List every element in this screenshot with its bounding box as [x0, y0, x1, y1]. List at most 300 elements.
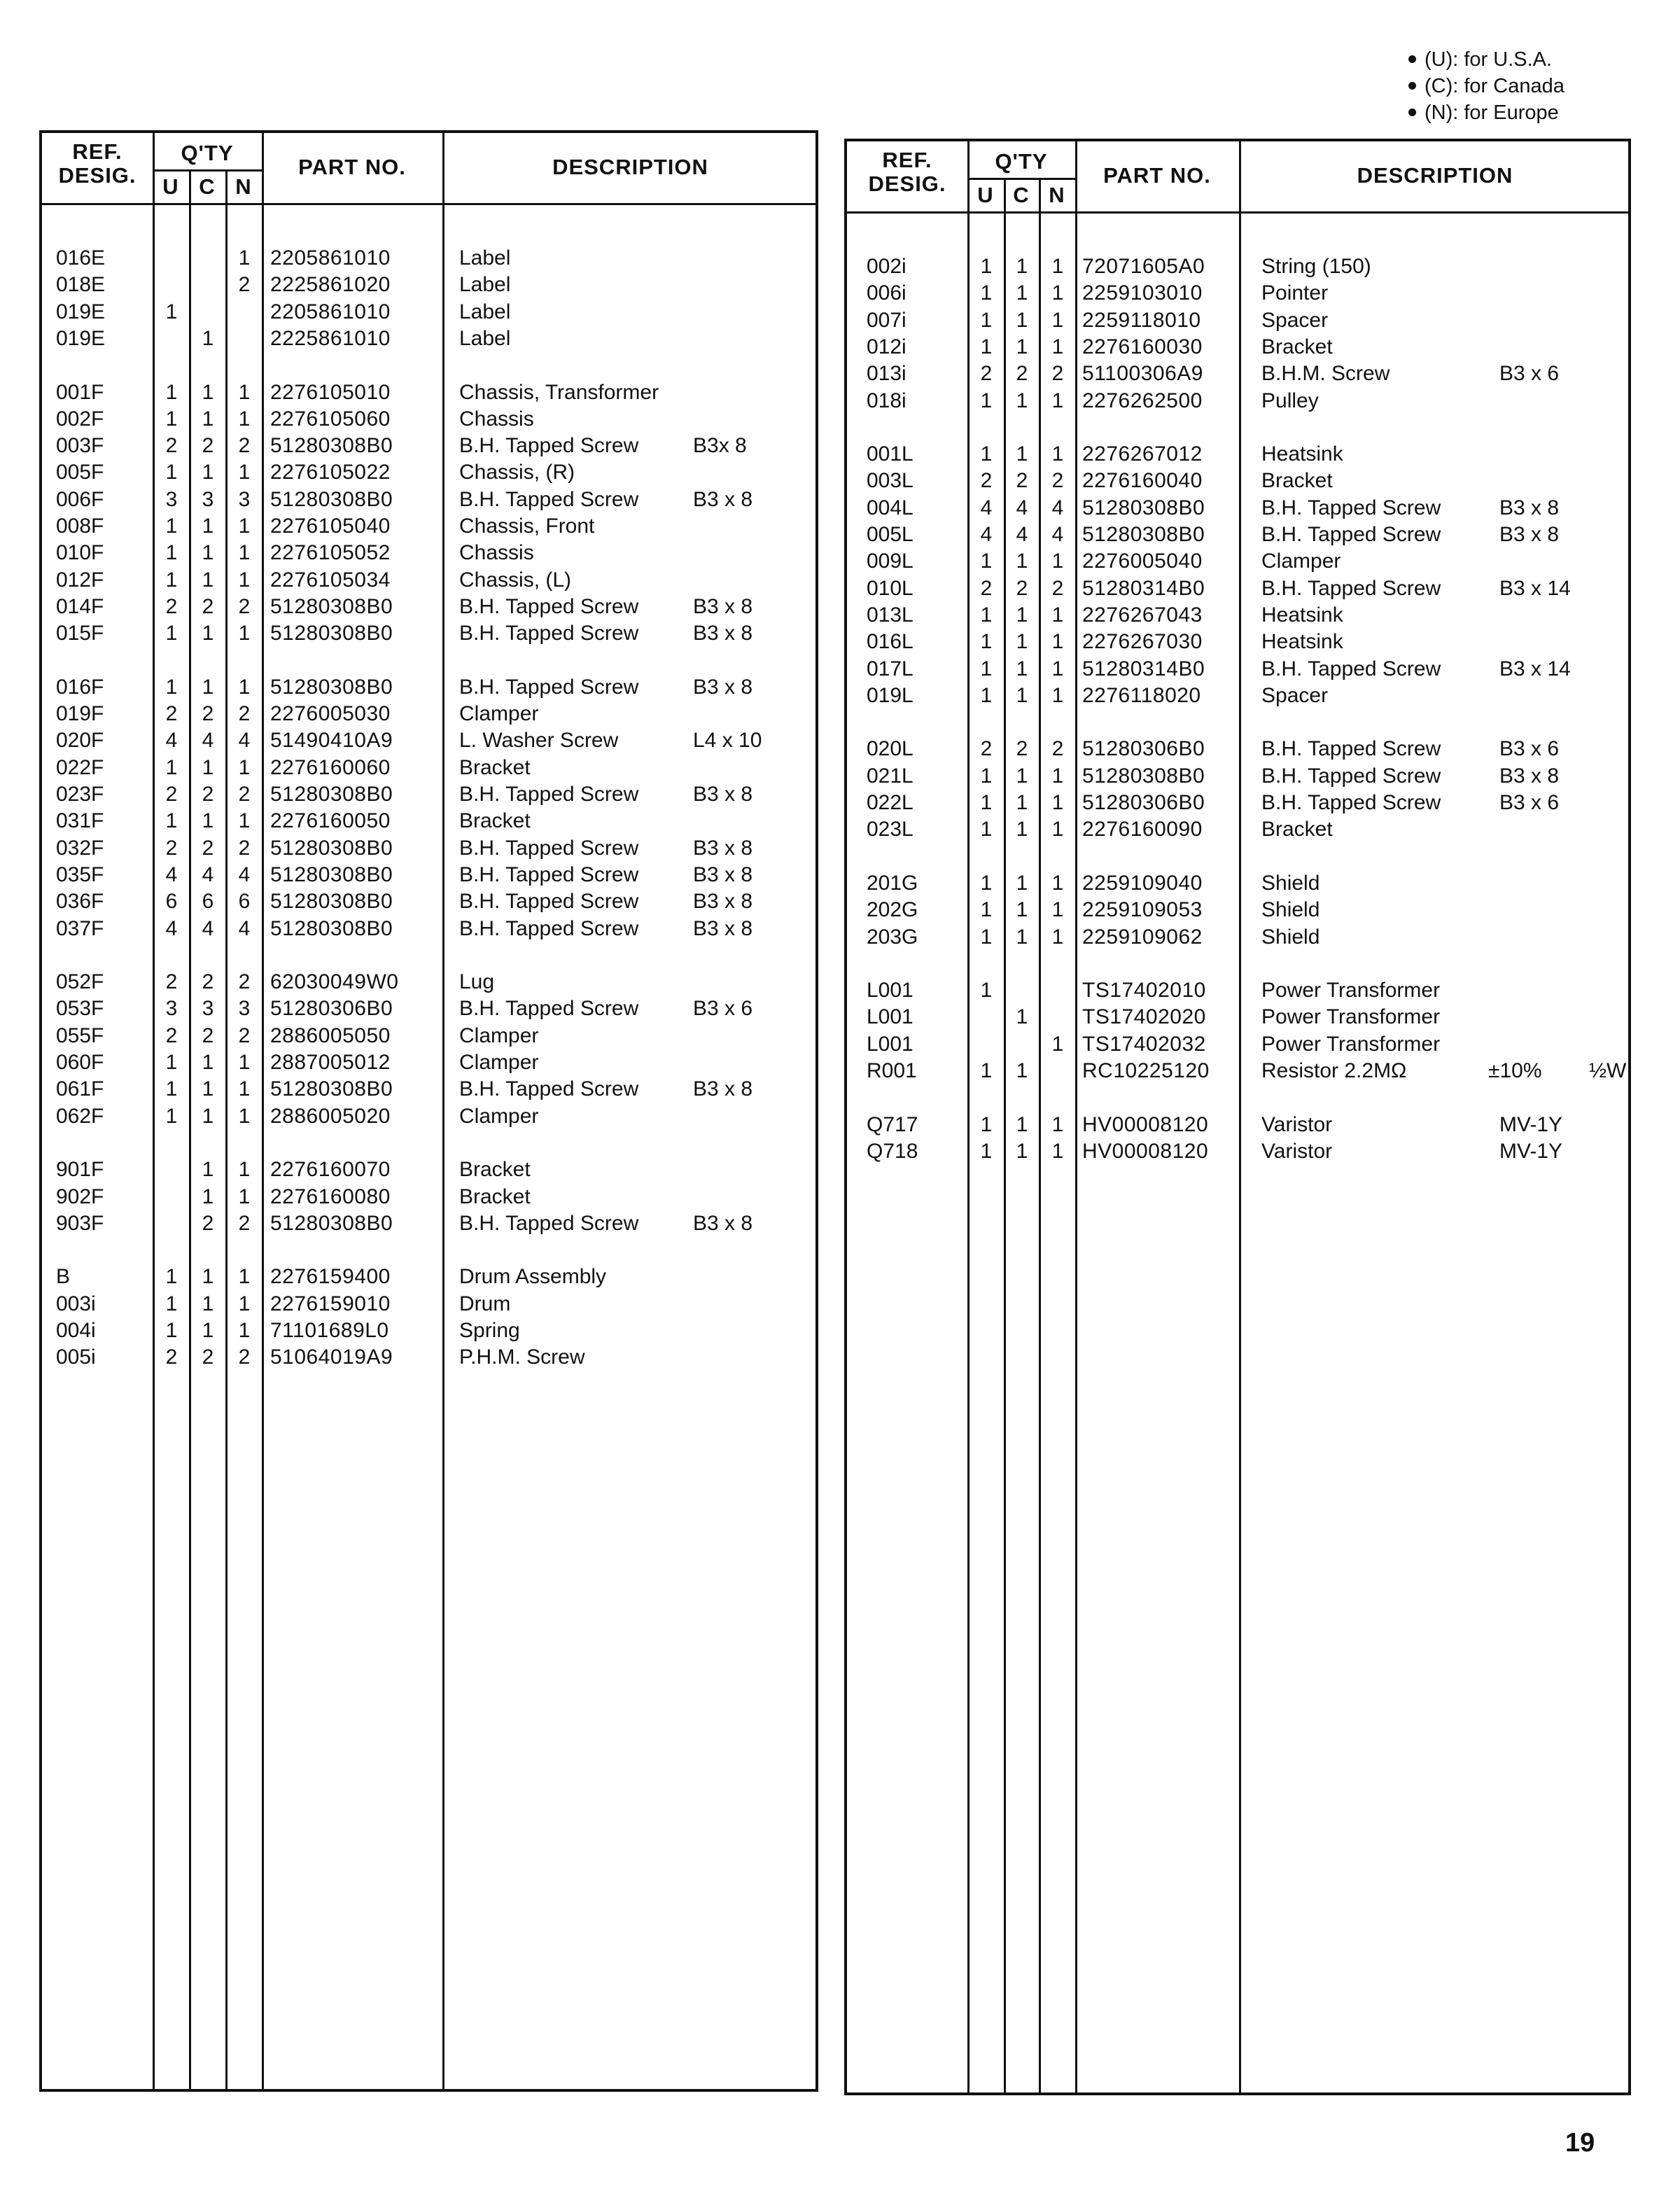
- header-description: DESCRIPTION: [552, 155, 708, 179]
- part-no: 51280308B0: [270, 622, 393, 645]
- qty-c: 1: [202, 675, 214, 699]
- table-row: [42, 727, 816, 754]
- qty-c: 2: [202, 1023, 214, 1047]
- table-row: [42, 995, 816, 1022]
- qty-c: 1: [202, 809, 214, 833]
- qty-c: 4: [202, 916, 214, 940]
- qty-n: 1: [238, 407, 251, 431]
- part-no: 51280314B0: [1082, 576, 1205, 600]
- description: Spring: [459, 1319, 520, 1342]
- qty-u: 1: [980, 1059, 993, 1082]
- description: B.H. Tapped Screw: [459, 594, 639, 618]
- description: Bracket: [459, 1185, 531, 1208]
- table-row: [847, 656, 1628, 683]
- part-no: 2276105034: [270, 568, 391, 592]
- description: Clamper: [459, 1051, 539, 1074]
- description: Clamper: [459, 1104, 539, 1128]
- tolerance: ±10%: [1488, 1059, 1542, 1082]
- ref-desig: 032F: [56, 836, 104, 860]
- qty-c: 1: [1016, 1139, 1028, 1163]
- description: Varistor: [1261, 1112, 1333, 1136]
- qty-n: 1: [238, 541, 251, 565]
- qty-u: 1: [165, 1292, 178, 1315]
- part-no: 2887005012: [270, 1051, 391, 1074]
- qty-n: 4: [1051, 523, 1064, 546]
- ref-desig: 903F: [56, 1211, 104, 1235]
- table-row: [42, 594, 816, 620]
- ref-desig: 004i: [56, 1319, 96, 1342]
- qty-n: 3: [238, 487, 251, 511]
- qty-n: 1: [1051, 550, 1064, 573]
- spec: B3 x 8: [1499, 764, 1560, 788]
- qty-u: 1: [980, 683, 993, 707]
- qty-c: 1: [1016, 442, 1028, 466]
- table-row: [847, 307, 1628, 334]
- description: Clamper: [459, 702, 539, 726]
- ref-desig: 007i: [867, 308, 906, 332]
- part-no: 2225861020: [270, 273, 391, 297]
- table-row: [42, 379, 816, 406]
- qty-u: 4: [165, 916, 178, 940]
- table-row: [847, 816, 1628, 843]
- description: Clamper: [459, 1023, 539, 1047]
- spec: B3 x 8: [693, 594, 753, 618]
- qty-c: 1: [202, 755, 214, 779]
- part-no: 2259109053: [1082, 898, 1203, 922]
- qty-n: 1: [238, 1104, 251, 1128]
- qty-u: 1: [980, 389, 993, 412]
- qty-n: 1: [1051, 764, 1064, 788]
- qty-c: 1: [202, 326, 214, 350]
- part-no: 2886005020: [270, 1104, 391, 1128]
- table-row: [42, 701, 816, 727]
- description: Chassis, (R): [459, 461, 575, 484]
- parts-table-left: [39, 130, 818, 2092]
- qty-c: 1: [1016, 335, 1028, 358]
- ref-desig: L001: [867, 979, 913, 1002]
- qty-n: 1: [1051, 1112, 1064, 1136]
- header-ref-line2: DESIG.: [58, 163, 136, 188]
- qty-u: 1: [980, 925, 993, 949]
- spec: B3 x 8: [693, 783, 753, 806]
- table-row: [847, 361, 1628, 387]
- qty-u: 4: [980, 523, 993, 546]
- description: Bracket: [459, 1158, 531, 1182]
- qty-u: 2: [980, 737, 993, 761]
- qty-c: 1: [202, 515, 214, 538]
- qty-u: 1: [165, 515, 178, 538]
- qty-n: 1: [238, 380, 251, 404]
- table-row: [847, 602, 1628, 629]
- table-row: [42, 245, 816, 272]
- qty-n: 1: [1051, 925, 1064, 949]
- ref-desig: 035F: [56, 862, 104, 886]
- qty-n: 1: [1051, 389, 1064, 412]
- qty-c: 1: [202, 380, 214, 404]
- table-row: [847, 522, 1628, 548]
- table-row: [847, 1138, 1628, 1165]
- qty-c: 3: [202, 487, 214, 511]
- table-row: [847, 790, 1628, 816]
- ref-desig: 010L: [867, 576, 913, 600]
- qty-u: 6: [165, 890, 178, 914]
- qty-u: 2: [165, 1023, 178, 1047]
- table-row: [42, 888, 816, 915]
- header-rule: [847, 211, 1628, 214]
- part-no: 51280308B0: [1082, 496, 1205, 519]
- part-no: 2276160080: [270, 1185, 391, 1208]
- ref-desig: 012F: [56, 568, 104, 592]
- ref-desig: L001: [867, 1005, 913, 1029]
- qty-n: 2: [238, 594, 251, 618]
- table-row: [42, 808, 816, 834]
- qty-c: 1: [202, 1292, 214, 1315]
- part-no: 71101689L0: [270, 1319, 389, 1342]
- qty-c: 1: [1016, 308, 1028, 332]
- qty-n: 1: [238, 809, 251, 833]
- header-qty: Q'TY: [995, 149, 1048, 174]
- table-row: [42, 1210, 816, 1237]
- qty-c: 3: [202, 997, 214, 1021]
- qty-n: 1: [1051, 683, 1064, 707]
- description: Label: [459, 326, 511, 350]
- spec: B3 x 8: [693, 487, 753, 511]
- ref-desig: 037F: [56, 916, 104, 940]
- qty-n: 4: [1051, 496, 1064, 519]
- qty-u: 1: [165, 1077, 178, 1101]
- ref-desig: 061F: [56, 1077, 104, 1101]
- qty-c: 2: [202, 594, 214, 618]
- ref-desig: 005L: [867, 523, 913, 546]
- ref-desig: 053F: [56, 997, 104, 1021]
- description: Chassis, (L): [459, 568, 572, 592]
- region-legend: [1408, 46, 1632, 126]
- qty-u: 2: [165, 1346, 178, 1369]
- description: Bracket: [1261, 335, 1333, 358]
- table-row: [847, 1031, 1628, 1058]
- ref-desig: 016F: [56, 675, 104, 699]
- qty-c: 2: [1016, 362, 1028, 386]
- description: B.H. Tapped Screw: [1261, 576, 1441, 600]
- table-row: [847, 441, 1628, 468]
- qty-c: 1: [1016, 925, 1028, 949]
- qty-u: 1: [165, 1051, 178, 1074]
- part-no: 2276005040: [1082, 550, 1203, 573]
- table-row: [847, 388, 1628, 414]
- description: B.H. Tapped Screw: [459, 916, 639, 940]
- description: B.H. Tapped Screw: [459, 862, 639, 886]
- qty-u: 1: [165, 1265, 178, 1289]
- ref-desig: 055F: [56, 1023, 104, 1047]
- qty-u: 1: [980, 979, 993, 1002]
- ref-desig: 016L: [867, 630, 913, 654]
- qty-c: 1: [1016, 630, 1028, 654]
- qty-n: 1: [238, 1292, 251, 1315]
- description: Lug: [459, 970, 495, 994]
- spec: B3 x 14: [1499, 657, 1571, 680]
- table-row: [42, 299, 816, 326]
- table-row: [847, 897, 1628, 923]
- description: B.H. Tapped Screw: [459, 997, 639, 1021]
- part-no: HV00008120: [1082, 1139, 1209, 1163]
- legend-canada: [1408, 73, 1632, 99]
- description: Shield: [1261, 898, 1320, 922]
- ref-desig: B: [56, 1265, 71, 1289]
- table-row: [42, 1157, 816, 1183]
- table-row: [42, 862, 816, 888]
- table-row: [847, 468, 1628, 494]
- description: B.H. Tapped Screw: [459, 836, 639, 860]
- qty-n: 1: [1051, 630, 1064, 654]
- qty-c: 1: [202, 1077, 214, 1101]
- qty-c: 1: [1016, 1059, 1028, 1082]
- qty-c: 1: [202, 622, 214, 645]
- qty-n: 1: [238, 755, 251, 779]
- description: B.H. Tapped Screw: [1261, 737, 1441, 761]
- qty-u: 1: [980, 657, 993, 680]
- qty-c: 4: [1016, 523, 1028, 546]
- description: B.H. Tapped Screw: [459, 675, 639, 699]
- qty-c: 1: [1016, 871, 1028, 895]
- header-c: C: [1013, 183, 1030, 207]
- qty-u: 1: [980, 764, 993, 788]
- spec: B3 x 8: [693, 916, 753, 940]
- part-no: 2259109040: [1082, 871, 1203, 895]
- ref-desig: 003i: [56, 1292, 96, 1315]
- header-description: DESCRIPTION: [1357, 163, 1513, 188]
- ref-desig: 006F: [56, 487, 104, 511]
- ref-desig: 003L: [867, 469, 913, 493]
- qty-n: 1: [238, 1077, 251, 1101]
- qty-c: 1: [1016, 255, 1028, 278]
- qty-u: 1: [980, 255, 993, 278]
- table-row: [847, 495, 1628, 522]
- qty-n: 2: [1051, 576, 1064, 600]
- table-row: [847, 253, 1628, 280]
- ref-desig: 014F: [56, 594, 104, 618]
- qty-u: 1: [980, 1139, 993, 1163]
- qty-c: 4: [1016, 496, 1028, 519]
- part-no: 51280308B0: [270, 783, 393, 806]
- qty-c: 2: [202, 970, 214, 994]
- ref-desig: 001F: [56, 380, 104, 404]
- qty-u: 1: [165, 568, 178, 592]
- qty-u: 1: [165, 541, 178, 565]
- ref-desig: R001: [867, 1059, 917, 1082]
- description: Varistor: [1261, 1139, 1333, 1163]
- qty-u: 1: [165, 622, 178, 645]
- qty-rule: [153, 169, 262, 172]
- ref-desig: 010F: [56, 541, 104, 565]
- bullet-icon: [1408, 55, 1416, 63]
- ref-desig: 017L: [867, 657, 913, 680]
- qty-c: 2: [202, 836, 214, 860]
- header-ref-line1: REF.: [72, 139, 122, 164]
- part-no: 2276267012: [1082, 442, 1203, 466]
- part-no: 51280308B0: [1082, 764, 1205, 788]
- description: Label: [459, 300, 511, 323]
- part-no: 2276160070: [270, 1158, 391, 1182]
- part-no: 72071605A0: [1082, 255, 1205, 278]
- part-no: 2276105022: [270, 461, 391, 484]
- ref-desig: 005F: [56, 461, 104, 484]
- legend-text: (N): for Europe: [1424, 102, 1559, 124]
- spec: B3 x 8: [693, 1211, 753, 1235]
- description: L. Washer Screw: [459, 729, 619, 753]
- spec: B3 x 8: [693, 675, 753, 699]
- part-no: 51280308B0: [270, 594, 393, 618]
- description: B.H. Tapped Screw: [459, 1211, 639, 1235]
- ref-desig: 012i: [867, 335, 906, 358]
- description: Heatsink: [1261, 603, 1343, 627]
- qty-n: 2: [238, 273, 251, 297]
- table-row: [42, 969, 816, 995]
- table-row: [847, 924, 1628, 951]
- description: Bracket: [459, 755, 531, 779]
- table-row: [42, 487, 816, 513]
- part-no: 51064019A9: [270, 1346, 393, 1369]
- description: B.H. Tapped Screw: [459, 487, 639, 511]
- part-no: HV00008120: [1082, 1112, 1209, 1136]
- qty-n: 2: [238, 970, 251, 994]
- qty-c: 2: [202, 1346, 214, 1369]
- ref-desig: Q717: [867, 1112, 918, 1136]
- qty-u: 3: [165, 997, 178, 1021]
- spec: B3 x 14: [1499, 576, 1571, 600]
- part-no: 51100306A9: [1082, 362, 1203, 386]
- part-no: 62030049W0: [270, 970, 399, 994]
- qty-n: 1: [238, 1319, 251, 1342]
- ref-desig: 022F: [56, 755, 104, 779]
- qty-c: 1: [1016, 657, 1028, 680]
- description: Shield: [1261, 871, 1320, 895]
- header-rule: [42, 203, 816, 205]
- table-row: [42, 1049, 816, 1076]
- header-ref-line1: REF.: [882, 148, 932, 172]
- parts-table-right: [844, 139, 1631, 2095]
- table-row: [42, 1103, 816, 1130]
- spec: L4 x 10: [693, 729, 762, 753]
- qty-u: 1: [980, 335, 993, 358]
- qty-n: 2: [1051, 362, 1064, 386]
- page-number: 19: [1565, 2128, 1595, 2158]
- ref-desig: 019L: [867, 683, 913, 707]
- ref-desig: 005i: [56, 1346, 96, 1369]
- description: Pulley: [1261, 389, 1319, 412]
- ref-desig: 013L: [867, 603, 913, 627]
- qty-n: 1: [238, 622, 251, 645]
- part-no: 2276267043: [1082, 603, 1203, 627]
- qty-n: 1: [1051, 657, 1064, 680]
- qty-u: 2: [980, 362, 993, 386]
- description: Drum Assembly: [459, 1265, 607, 1289]
- qty-n: 1: [238, 461, 251, 484]
- description: Power Transformer: [1261, 1005, 1441, 1029]
- qty-c: 1: [202, 1158, 214, 1182]
- qty-n: 1: [238, 675, 251, 699]
- ref-desig: 902F: [56, 1185, 104, 1208]
- qty-n: 2: [238, 434, 251, 458]
- ref-desig: 020F: [56, 729, 104, 753]
- qty-n: 3: [238, 997, 251, 1021]
- part-no: 2205861010: [270, 300, 391, 323]
- qty-u: 2: [980, 576, 993, 600]
- part-no: 51280308B0: [270, 675, 393, 699]
- ref-desig: 202G: [867, 898, 918, 922]
- qty-c: 1: [202, 407, 214, 431]
- part-no: 51280308B0: [270, 890, 393, 914]
- qty-c: 1: [202, 568, 214, 592]
- qty-c: 2: [202, 702, 214, 726]
- table-row: [42, 1344, 816, 1371]
- header-part-no: PART NO.: [298, 155, 406, 179]
- qty-n: 2: [238, 1211, 251, 1235]
- qty-n: 1: [238, 568, 251, 592]
- description: Pointer: [1261, 281, 1329, 305]
- table-row: [42, 459, 816, 486]
- spec: B3 x 6: [693, 997, 753, 1021]
- part-no: RC10225120: [1082, 1059, 1210, 1082]
- qty-u: 4: [980, 496, 993, 519]
- description: B.H. Tapped Screw: [1261, 496, 1441, 519]
- qty-c: 6: [202, 890, 214, 914]
- part-no: 51280306B0: [270, 997, 393, 1021]
- qty-c: 1: [1016, 791, 1028, 814]
- ref-desig: 019E: [56, 300, 106, 323]
- spec: B3 x 8: [693, 862, 753, 886]
- description: B.H.M. Screw: [1261, 362, 1390, 386]
- ref-desig: 901F: [56, 1158, 104, 1182]
- description: B.H. Tapped Screw: [459, 434, 639, 458]
- spec: B3 x 8: [1499, 523, 1560, 546]
- wattage: ½W: [1589, 1059, 1627, 1082]
- qty-n: 2: [238, 1023, 251, 1047]
- header-ref: [42, 140, 153, 188]
- part-no: 2886005050: [270, 1023, 391, 1047]
- ref-desig: 052F: [56, 970, 104, 994]
- part-no: 51280308B0: [270, 836, 393, 860]
- table-row: [42, 1291, 816, 1318]
- description: B.H. Tapped Screw: [459, 622, 639, 645]
- table-row: [42, 513, 816, 540]
- qty-u: 2: [165, 836, 178, 860]
- table-row: [847, 683, 1628, 709]
- header-u: U: [977, 183, 994, 207]
- part-no: 2259103010: [1082, 281, 1203, 305]
- qty-c: 2: [1016, 576, 1028, 600]
- qty-n: 2: [238, 783, 251, 806]
- qty-u: 1: [165, 755, 178, 779]
- table-row: [42, 835, 816, 862]
- qty-n: 1: [238, 515, 251, 538]
- qty-u: 1: [980, 281, 993, 305]
- qty-c: 1: [1016, 683, 1028, 707]
- qty-rule: [967, 178, 1075, 180]
- description: B.H. Tapped Screw: [459, 890, 639, 914]
- part-no: 2276160050: [270, 809, 391, 833]
- qty-n: 4: [238, 916, 251, 940]
- part-no: 51280306B0: [1082, 791, 1205, 814]
- part-no: 51280308B0: [270, 1211, 393, 1235]
- table-row: [42, 567, 816, 594]
- spec: B3x 8: [693, 434, 747, 458]
- table-row: [42, 1023, 816, 1049]
- ref-desig: 006i: [867, 281, 906, 305]
- ref-desig: 004L: [867, 496, 913, 519]
- part-no: TS17402010: [1082, 979, 1206, 1002]
- qty-c: 1: [202, 541, 214, 565]
- qty-u: 1: [980, 871, 993, 895]
